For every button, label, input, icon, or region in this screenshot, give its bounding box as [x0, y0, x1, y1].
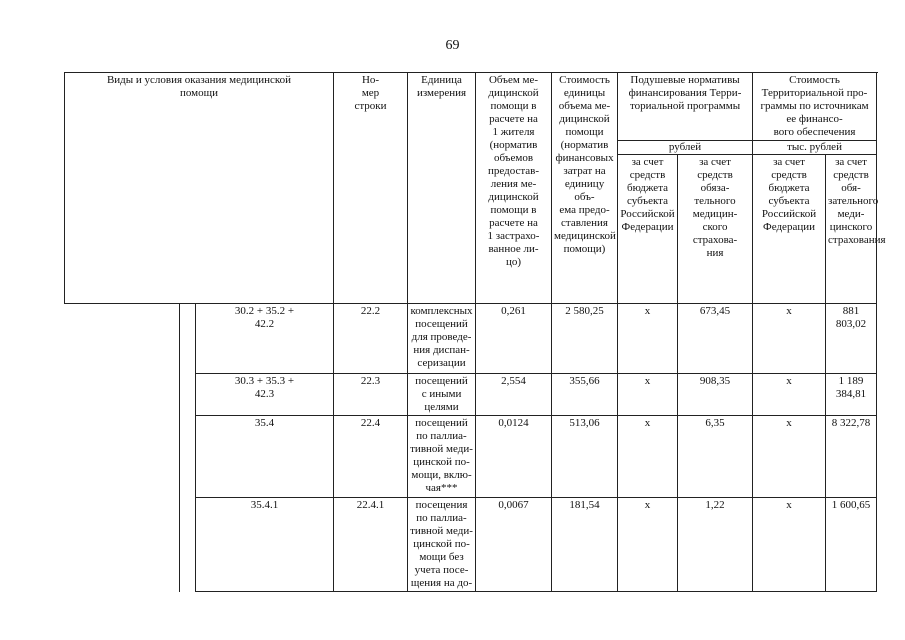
- blank-indent: [65, 304, 180, 592]
- header-unit-cost: Стоимость единицы объема ме- дицинской помощи (норматив финансовых затрат на единицу объ- ема предо- ставления медицинской помощи): [552, 73, 618, 304]
- row-unit: комплексных посещений для проведе- ния диспан- серизации: [408, 304, 476, 374]
- row-norm-budget: x: [618, 374, 678, 416]
- row-norm-budget: x: [618, 498, 678, 592]
- row-total-oms: 1 189 384,81: [826, 374, 877, 416]
- financing-table: [64, 72, 886, 592]
- table-row: [65, 304, 877, 374]
- row-norm-oms: 673,45: [678, 304, 753, 374]
- header-norms-oms: за счет средств обяза- тельного медицин- ского страхова- ния: [678, 155, 753, 304]
- row-number: 22.3: [334, 374, 408, 416]
- header-unit: Единица измерения: [408, 73, 476, 304]
- header-row-1: [65, 73, 877, 141]
- header-norms-unit: рублей: [618, 141, 753, 155]
- row-total-oms: 1 600,65: [826, 498, 877, 592]
- row-total-oms: 881 803,02: [826, 304, 877, 374]
- row-unit: посещений по паллиа- тивной меди- цинской по- мощи, вклю- чая***: [408, 416, 476, 498]
- row-number: 22.4: [334, 416, 408, 498]
- blank-indent: [180, 304, 196, 592]
- financing-table-wrapper: [64, 72, 886, 592]
- page-number: 69: [445, 38, 460, 53]
- row-norm-oms: 908,35: [678, 374, 753, 416]
- row-total-budget: x: [753, 498, 826, 592]
- row-volume: 2,554: [476, 374, 552, 416]
- header-cost-unit: тыс. рублей: [753, 141, 877, 155]
- header-norms-budget: за счет средств бюджета субъекта Российской Федерации: [618, 155, 678, 304]
- header-per-capita-norms: Подушевые нормативы финансирования Терри- ториальной программы: [618, 73, 753, 141]
- header-cost-budget: за счет средств бюджета субъекта Российской Федерации: [753, 155, 826, 304]
- row-code: 35.4.1: [196, 498, 334, 592]
- row-volume: 0,0124: [476, 416, 552, 498]
- row-total-budget: x: [753, 304, 826, 374]
- row-code: 30.2 + 35.2 + 42.2: [196, 304, 334, 374]
- row-total-budget: x: [753, 416, 826, 498]
- row-norm-oms: 6,35: [678, 416, 753, 498]
- row-cost: 181,54: [552, 498, 618, 592]
- row-cost: 2 580,25: [552, 304, 618, 374]
- row-number: 22.4.1: [334, 498, 408, 592]
- row-total-oms: 8 322,78: [826, 416, 877, 498]
- row-cost: 355,66: [552, 374, 618, 416]
- row-unit: посещения по паллиа- тивной меди- цинской по- мощи без учета посе- щения на до-: [408, 498, 476, 592]
- row-code: 35.4: [196, 416, 334, 498]
- row-cost: 513,06: [552, 416, 618, 498]
- row-norm-budget: x: [618, 416, 678, 498]
- row-code: 30.3 + 35.3 + 42.3: [196, 374, 334, 416]
- header-cost-oms: за счет средств обя- зательного меди- цинского страхования: [826, 155, 877, 304]
- header-program-cost: Стоимость Территориальной про- граммы по источникам ее финансо- вого обеспечения: [753, 73, 877, 141]
- row-number: 22.2: [334, 304, 408, 374]
- row-volume: 0,0067: [476, 498, 552, 592]
- header-row-number: Но- мер строки: [334, 73, 408, 304]
- header-types-conditions: Виды и условия оказания медицинской помощи: [65, 73, 334, 304]
- header-volume: Объем ме- дицинской помощи в расчете на 1 жителя (норматив объемов предостав- ления ме- дицинской помощи в расчете на 1 застрахо- ванное ли- цо): [476, 73, 552, 304]
- row-norm-budget: x: [618, 304, 678, 374]
- row-volume: 0,261: [476, 304, 552, 374]
- row-norm-oms: 1,22: [678, 498, 753, 592]
- row-unit: посещений с иными целями: [408, 374, 476, 416]
- row-total-budget: x: [753, 374, 826, 416]
